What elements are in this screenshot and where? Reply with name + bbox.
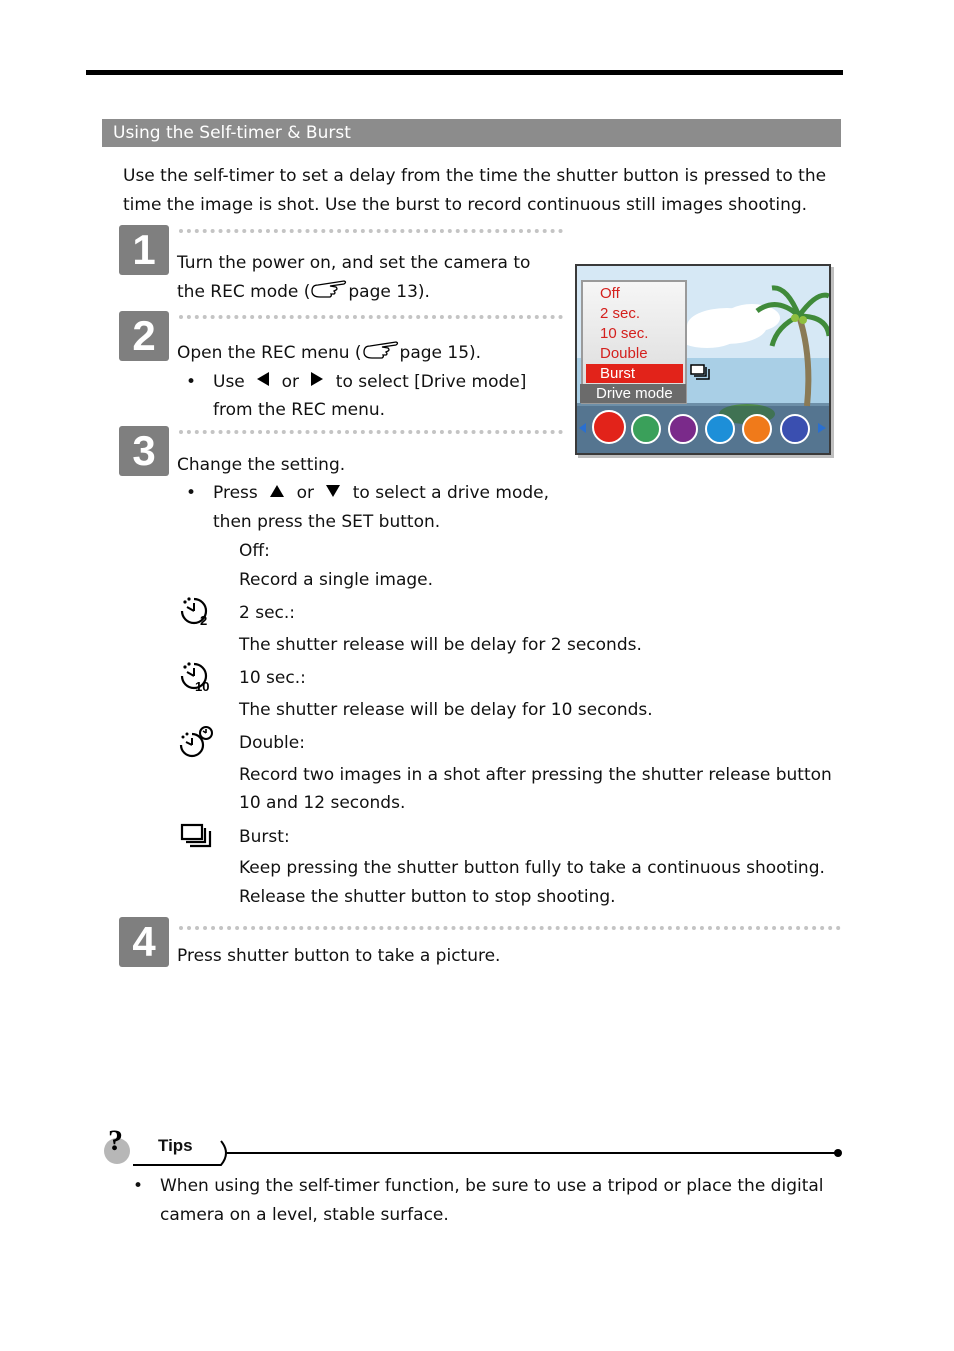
burst-icon: [690, 364, 712, 380]
right-arrow-icon: [310, 371, 324, 387]
mode-2sec-desc: The shutter release will be delay for 2 seconds.: [239, 635, 642, 655]
or-word: or: [281, 372, 299, 392]
burst-icon: [180, 823, 214, 849]
down-arrow-icon: [325, 484, 341, 498]
step-3-divider: [179, 430, 563, 434]
mode-burst-title: Burst:: [239, 827, 290, 847]
right-arrow-icon: [818, 423, 826, 433]
mode-double-desc-1: Record two images in a shot after pressing the shutter release button: [239, 765, 832, 785]
double-timer-icon: [176, 724, 216, 760]
step-2-line: [177, 339, 481, 368]
menu-item-10sec: 10 sec.: [600, 325, 649, 342]
menu-item-2sec: 2 sec.: [600, 305, 641, 322]
mode-double-title: Double:: [239, 733, 305, 753]
timer-10-icon: [178, 660, 216, 692]
picture-quality-icon: [631, 414, 661, 444]
up-arrow-icon: [269, 484, 285, 498]
menu-item-burst: Burst: [586, 364, 683, 383]
step-4-badge: 4: [119, 917, 169, 967]
use-word: Use: [213, 372, 245, 392]
pointing-hand-icon: [310, 279, 348, 299]
menu-item-off: Off: [600, 285, 620, 302]
mode-off-desc: Record a single image.: [239, 570, 434, 590]
step-1-divider: [179, 229, 563, 233]
step-4-line: Press shutter button to take a picture.: [177, 946, 501, 966]
image-size-icon: [668, 414, 698, 444]
top-rule: [86, 70, 843, 75]
camera-lcd-screenshot: [575, 264, 831, 455]
intro-line-1: Use the self-timer to set a delay from the time the shutter button is pressed to the: [123, 166, 827, 186]
question-mark-icon: [102, 1124, 132, 1166]
step-1-line-2: [177, 278, 430, 307]
setup-icon: [780, 414, 810, 444]
section-title: Using the Self-timer & Burst: [113, 123, 351, 143]
step-2-badge: 2: [119, 311, 169, 361]
menu-item-double: Double: [600, 345, 648, 362]
step-1-line-1: Turn the power on, and set the camera to: [177, 253, 531, 273]
step-1-text: the REC mode (: [177, 282, 311, 302]
timer-2-icon: [178, 595, 214, 627]
press-word: Press: [213, 483, 258, 503]
mode-2sec-title: 2 sec.:: [239, 603, 296, 623]
left-arrow-icon: [256, 371, 270, 387]
step-3-bullet-line-1: [213, 479, 549, 508]
select-mode-text: to select a drive mode,: [352, 483, 550, 503]
select-drive-mode-text: to select [Drive mode]: [335, 372, 527, 392]
tips-line-1: When using the self-timer function, be sure to use a tripod or place the digital: [160, 1176, 824, 1196]
mode-10sec-desc: The shutter release will be delay for 10 seconds.: [239, 700, 653, 720]
svg-text:2: 2: [200, 613, 208, 627]
mode-off-title: Off:: [239, 541, 270, 561]
step-1-badge: 1: [119, 225, 169, 275]
step-2-text: Open the REC menu (: [177, 343, 362, 363]
tips-line-2: camera on a level, stable surface.: [160, 1205, 449, 1225]
pointing-hand-icon: [362, 340, 400, 360]
left-arrow-icon: [579, 423, 587, 433]
step-2-bullet-line-2: from the REC menu.: [213, 400, 386, 420]
svg-text:10: 10: [195, 679, 210, 692]
step-3-line: Change the setting.: [177, 455, 346, 475]
tips-label: Tips: [158, 1136, 193, 1155]
effect-icon: [742, 414, 772, 444]
or-word: or: [296, 483, 314, 503]
mode-double-desc-2: 10 and 12 seconds.: [239, 793, 406, 813]
step-2-divider: [179, 315, 563, 319]
bullet: •: [133, 1176, 144, 1196]
mode-burst-desc-1: Keep pressing the shutter button fully to take a continuous shooting.: [239, 858, 825, 878]
step-2-bullet-line-1: [213, 368, 526, 397]
step-3-bullet-line-2: then press the SET button.: [213, 512, 441, 532]
step-3-badge: 3: [119, 426, 169, 476]
mode-10sec-title: 10 sec.:: [239, 668, 306, 688]
svg-text:?: ?: [108, 1124, 123, 1157]
bullet: •: [186, 372, 197, 392]
menu-title: Drive mode: [580, 384, 686, 403]
step-2-page-ref: page 15).: [399, 343, 482, 363]
self-timer-icon: [592, 410, 626, 444]
tips-divider: [133, 1138, 845, 1168]
mode-burst-desc-2: Release the shutter button to stop shooting.: [239, 887, 616, 907]
intro-line-2: time the image is shot. Use the burst to record continuous still images shooting.: [123, 195, 808, 215]
step-1-page-ref: page 13).: [348, 282, 430, 302]
scene-mode-icon: [705, 414, 735, 444]
step-4-divider: [179, 926, 841, 930]
bullet: •: [186, 483, 197, 503]
